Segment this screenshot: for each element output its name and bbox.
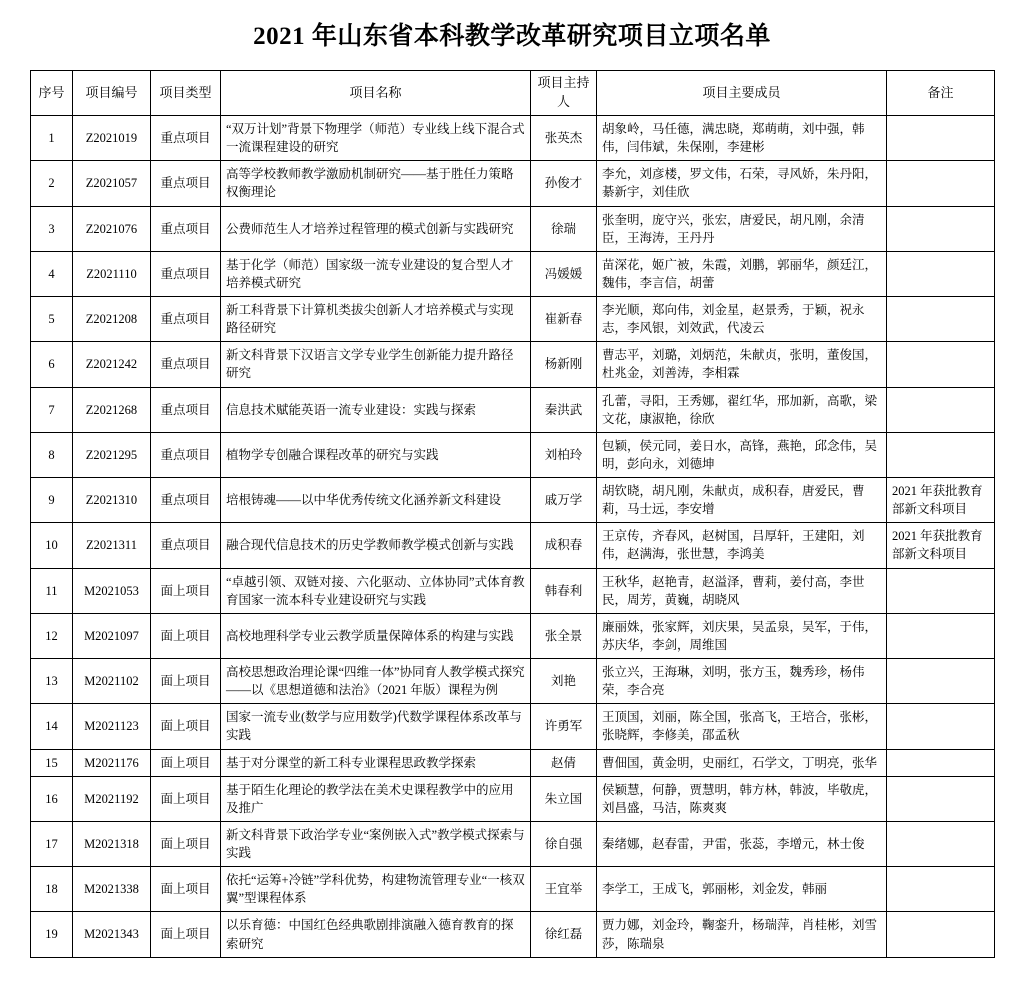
cell-seq: 4 — [31, 251, 73, 296]
cell-project-leader: 崔新春 — [531, 297, 597, 342]
cell-project-code: Z2021110 — [73, 251, 151, 296]
cell-project-leader: 张英杰 — [531, 116, 597, 161]
cell-project-members: 王秋华，赵艳青，赵溢泽，曹莉，姜付高，李世民，周芳，黄巍，胡晓风 — [597, 568, 887, 613]
cell-project-name: 基于陌生化理论的教学法在美术史课程教学中的应用及推广 — [221, 776, 531, 821]
cell-project-name: 高等学校教师教学激励机制研究——基于胜任力策略权衡理论 — [221, 161, 531, 206]
table-header-row — [31, 71, 995, 116]
table-row — [31, 912, 995, 957]
cell-project-members: 孔蕾，寻阳，王秀娜，翟红华，邢加新，高歌，梁文花，康淑艳，徐欣 — [597, 387, 887, 432]
cell-project-code: Z2021311 — [73, 523, 151, 568]
table-row — [31, 776, 995, 821]
cell-seq: 1 — [31, 116, 73, 161]
cell-project-members: 秦绪娜，赵春雷，尹雷，张蕊，李增元，林士俊 — [597, 821, 887, 866]
cell-note — [887, 387, 995, 432]
cell-project-name: 新文科背景下政治学专业“案例嵌入式”教学模式探索与实践 — [221, 821, 531, 866]
cell-note — [887, 116, 995, 161]
table-row — [31, 161, 995, 206]
cell-project-name: 植物学专创融合课程改革的研究与实践 — [221, 432, 531, 477]
column-header-code: 项目编号 — [73, 71, 151, 116]
column-header-leader: 项目主持人 — [531, 71, 597, 116]
table-row — [31, 749, 995, 776]
cell-project-code: Z2021295 — [73, 432, 151, 477]
cell-project-name: “卓越引领、双链对接、六化驱动、立体协同”式体育教育国家一流本科专业建设研究与实践 — [221, 568, 531, 613]
cell-seq: 8 — [31, 432, 73, 477]
table-row — [31, 821, 995, 866]
cell-project-type: 重点项目 — [151, 161, 221, 206]
column-header-note: 备注 — [887, 71, 995, 116]
cell-project-name: 以乐育德：中国红色经典歌剧排演融入德育教育的探索研究 — [221, 912, 531, 957]
cell-project-code: Z2021268 — [73, 387, 151, 432]
cell-seq: 3 — [31, 206, 73, 251]
cell-project-members: 王京传，齐春风，赵树国，吕厚轩，王建阳，刘伟，赵满海，张世慧，李鸿美 — [597, 523, 887, 568]
cell-project-members: 胡钦晓，胡凡刚，朱献贞，成积春，唐爱民，曹莉，马士远，李安增 — [597, 478, 887, 523]
cell-seq: 14 — [31, 704, 73, 749]
cell-project-type: 重点项目 — [151, 251, 221, 296]
cell-project-type: 面上项目 — [151, 776, 221, 821]
cell-project-leader: 韩春利 — [531, 568, 597, 613]
cell-project-code: M2021318 — [73, 821, 151, 866]
cell-project-name: “双万计划”背景下物理学（师范）专业线上线下混合式一流课程建设的研究 — [221, 116, 531, 161]
cell-project-type: 重点项目 — [151, 387, 221, 432]
table-row — [31, 704, 995, 749]
table-row — [31, 387, 995, 432]
cell-project-leader: 王宜举 — [531, 867, 597, 912]
cell-project-type: 重点项目 — [151, 478, 221, 523]
cell-seq: 9 — [31, 478, 73, 523]
cell-project-leader: 徐瑞 — [531, 206, 597, 251]
cell-project-type: 面上项目 — [151, 821, 221, 866]
cell-project-leader: 刘柏玲 — [531, 432, 597, 477]
cell-note — [887, 659, 995, 704]
project-listing-table — [30, 70, 995, 958]
cell-seq: 19 — [31, 912, 73, 957]
cell-project-name: 融合现代信息技术的历史学教师教学模式创新与实践 — [221, 523, 531, 568]
cell-project-code: M2021123 — [73, 704, 151, 749]
cell-project-members: 张奎明，庞守兴，张宏，唐爱民，胡凡刚，余清臣，王海涛，王丹丹 — [597, 206, 887, 251]
cell-note — [887, 342, 995, 387]
cell-project-code: Z2021242 — [73, 342, 151, 387]
table-header — [31, 71, 995, 116]
cell-note — [887, 912, 995, 957]
cell-project-name: 高校地理科学专业云教学质量保障体系的构建与实践 — [221, 613, 531, 658]
cell-project-leader: 冯媛媛 — [531, 251, 597, 296]
cell-project-leader: 徐红磊 — [531, 912, 597, 957]
cell-project-leader: 徐自强 — [531, 821, 597, 866]
cell-seq: 5 — [31, 297, 73, 342]
cell-project-name: 信息技术赋能英语一流专业建设：实践与探索 — [221, 387, 531, 432]
cell-note — [887, 161, 995, 206]
table-body — [31, 116, 995, 958]
cell-project-members: 贾力娜，刘金玲，鞠銮升，杨瑞萍，肖桂彬，刘雪莎，陈瑞泉 — [597, 912, 887, 957]
cell-project-code: M2021097 — [73, 613, 151, 658]
cell-project-name: 基于化学（师范）国家级一流专业建设的复合型人才培养模式研究 — [221, 251, 531, 296]
cell-project-type: 面上项目 — [151, 749, 221, 776]
cell-note — [887, 251, 995, 296]
cell-seq: 12 — [31, 613, 73, 658]
cell-project-name: 基于对分课堂的新工科专业课程思政教学探索 — [221, 749, 531, 776]
cell-project-code: M2021176 — [73, 749, 151, 776]
cell-seq: 13 — [31, 659, 73, 704]
cell-project-code: M2021053 — [73, 568, 151, 613]
cell-project-code: Z2021310 — [73, 478, 151, 523]
cell-note — [887, 776, 995, 821]
table-row — [31, 297, 995, 342]
cell-seq: 2 — [31, 161, 73, 206]
cell-project-name: 公费师范生人才培养过程管理的模式创新与实践研究 — [221, 206, 531, 251]
table-row — [31, 867, 995, 912]
table-row — [31, 478, 995, 523]
cell-project-members: 侯颖慧，何静，贾慧明，韩方林，韩波，毕敬虎，刘昌盛，马洁，陈爽爽 — [597, 776, 887, 821]
cell-seq: 18 — [31, 867, 73, 912]
cell-project-leader: 许勇军 — [531, 704, 597, 749]
cell-seq: 17 — [31, 821, 73, 866]
cell-note — [887, 568, 995, 613]
cell-project-type: 面上项目 — [151, 659, 221, 704]
cell-project-name: 高校思想政治理论课“四维一体”协同育人教学模式探究——以《思想道德和法治》（2021 年版）课程为例 — [221, 659, 531, 704]
table-row — [31, 659, 995, 704]
cell-project-name: 新文科背景下汉语言文学专业学生创新能力提升路径研究 — [221, 342, 531, 387]
cell-project-type: 重点项目 — [151, 206, 221, 251]
cell-project-name: 培根铸魂——以中华优秀传统文化涵养新文科建设 — [221, 478, 531, 523]
table-row — [31, 116, 995, 161]
cell-note — [887, 749, 995, 776]
cell-project-code: M2021343 — [73, 912, 151, 957]
cell-project-members: 曹佃国，黄金明，史丽红，石学文，丁明亮，张华 — [597, 749, 887, 776]
cell-seq: 10 — [31, 523, 73, 568]
cell-project-members: 廉丽姝，张家辉，刘庆果，吴孟泉，吴军，于伟，苏庆华，李剑，周维国 — [597, 613, 887, 658]
cell-project-members: 王顶国，刘丽，陈全国，张高飞，王培合，张彬，张晓辉，李修美，邵孟秋 — [597, 704, 887, 749]
cell-seq: 7 — [31, 387, 73, 432]
table-row — [31, 342, 995, 387]
cell-project-leader: 孙俊才 — [531, 161, 597, 206]
cell-project-type: 面上项目 — [151, 568, 221, 613]
cell-note — [887, 432, 995, 477]
cell-note — [887, 206, 995, 251]
cell-project-leader: 赵倩 — [531, 749, 597, 776]
cell-seq: 16 — [31, 776, 73, 821]
cell-project-type: 重点项目 — [151, 523, 221, 568]
cell-project-leader: 朱立国 — [531, 776, 597, 821]
cell-project-members: 张立兴，王海琳，刘明，张方玉，魏秀珍，杨伟荣，李合亮 — [597, 659, 887, 704]
cell-project-members: 包颖，侯元同，姜日水，高锋，燕艳，邱念伟，吴明，彭向永，刘德坤 — [597, 432, 887, 477]
cell-project-leader: 张全景 — [531, 613, 597, 658]
cell-project-type: 面上项目 — [151, 613, 221, 658]
cell-project-type: 重点项目 — [151, 297, 221, 342]
cell-project-members: 李允，刘彦楼，罗文伟，石荣，寻风娇，朱丹阳，綦新宇，刘佳欣 — [597, 161, 887, 206]
cell-project-name: 国家一流专业(数学与应用数学)代数学课程体系改革与实践 — [221, 704, 531, 749]
page-title: 2021 年山东省本科教学改革研究项目立项名单 — [253, 23, 771, 50]
cell-note — [887, 704, 995, 749]
cell-project-name: 新工科背景下计算机类拔尖创新人才培养模式与实现路径研究 — [221, 297, 531, 342]
cell-project-members: 曹志平，刘璐，刘炳范，朱献贞，张明，董俊国，杜兆金，刘善涛，李相霖 — [597, 342, 887, 387]
cell-seq: 15 — [31, 749, 73, 776]
column-header-name: 项目名称 — [221, 71, 531, 116]
cell-project-leader: 成积春 — [531, 523, 597, 568]
cell-note: 2021 年获批教育部新文科项目 — [887, 478, 995, 523]
cell-project-leader: 刘艳 — [531, 659, 597, 704]
cell-project-code: Z2021019 — [73, 116, 151, 161]
cell-project-code: M2021338 — [73, 867, 151, 912]
table-row — [31, 206, 995, 251]
cell-project-code: Z2021076 — [73, 206, 151, 251]
cell-note — [887, 821, 995, 866]
cell-project-code: M2021102 — [73, 659, 151, 704]
cell-note — [887, 867, 995, 912]
column-header-members: 项目主要成员 — [597, 71, 887, 116]
cell-project-code: Z2021057 — [73, 161, 151, 206]
cell-project-type: 重点项目 — [151, 342, 221, 387]
cell-project-code: Z2021208 — [73, 297, 151, 342]
table-row — [31, 568, 995, 613]
cell-project-name: 依托“运筹+冷链”学科优势，构建物流管理专业“一核双翼”型课程体系 — [221, 867, 531, 912]
cell-project-type: 面上项目 — [151, 704, 221, 749]
table-row — [31, 613, 995, 658]
table-row — [31, 523, 995, 568]
cell-project-type: 面上项目 — [151, 912, 221, 957]
cell-project-code: M2021192 — [73, 776, 151, 821]
cell-project-members: 苗深花，姬广被，朱霞，刘鹏，郭丽华，颜廷江，魏伟，李言信，胡蕾 — [597, 251, 887, 296]
cell-note: 2021 年获批教育部新文科项目 — [887, 523, 995, 568]
cell-project-type: 重点项目 — [151, 116, 221, 161]
cell-project-members: 李光顺，郑向伟，刘金星，赵景秀，于颖，祝永志，李风银，刘效武，代凌云 — [597, 297, 887, 342]
cell-project-leader: 戚万学 — [531, 478, 597, 523]
cell-note — [887, 613, 995, 658]
cell-project-type: 面上项目 — [151, 867, 221, 912]
column-header-type: 项目类型 — [151, 71, 221, 116]
column-header-seq: 序号 — [31, 71, 73, 116]
table-row — [31, 251, 995, 296]
cell-seq: 6 — [31, 342, 73, 387]
cell-project-leader: 秦洪武 — [531, 387, 597, 432]
cell-project-type: 重点项目 — [151, 432, 221, 477]
cell-project-leader: 杨新刚 — [531, 342, 597, 387]
cell-seq: 11 — [31, 568, 73, 613]
cell-project-members: 胡象岭，马任德，满忠晓，郑萌萌，刘中强，韩伟，闫伟斌，朱保刚，李建彬 — [597, 116, 887, 161]
cell-note — [887, 297, 995, 342]
cell-project-members: 李学工，王成飞，郭丽彬，刘金发，韩丽 — [597, 867, 887, 912]
table-row — [31, 432, 995, 477]
